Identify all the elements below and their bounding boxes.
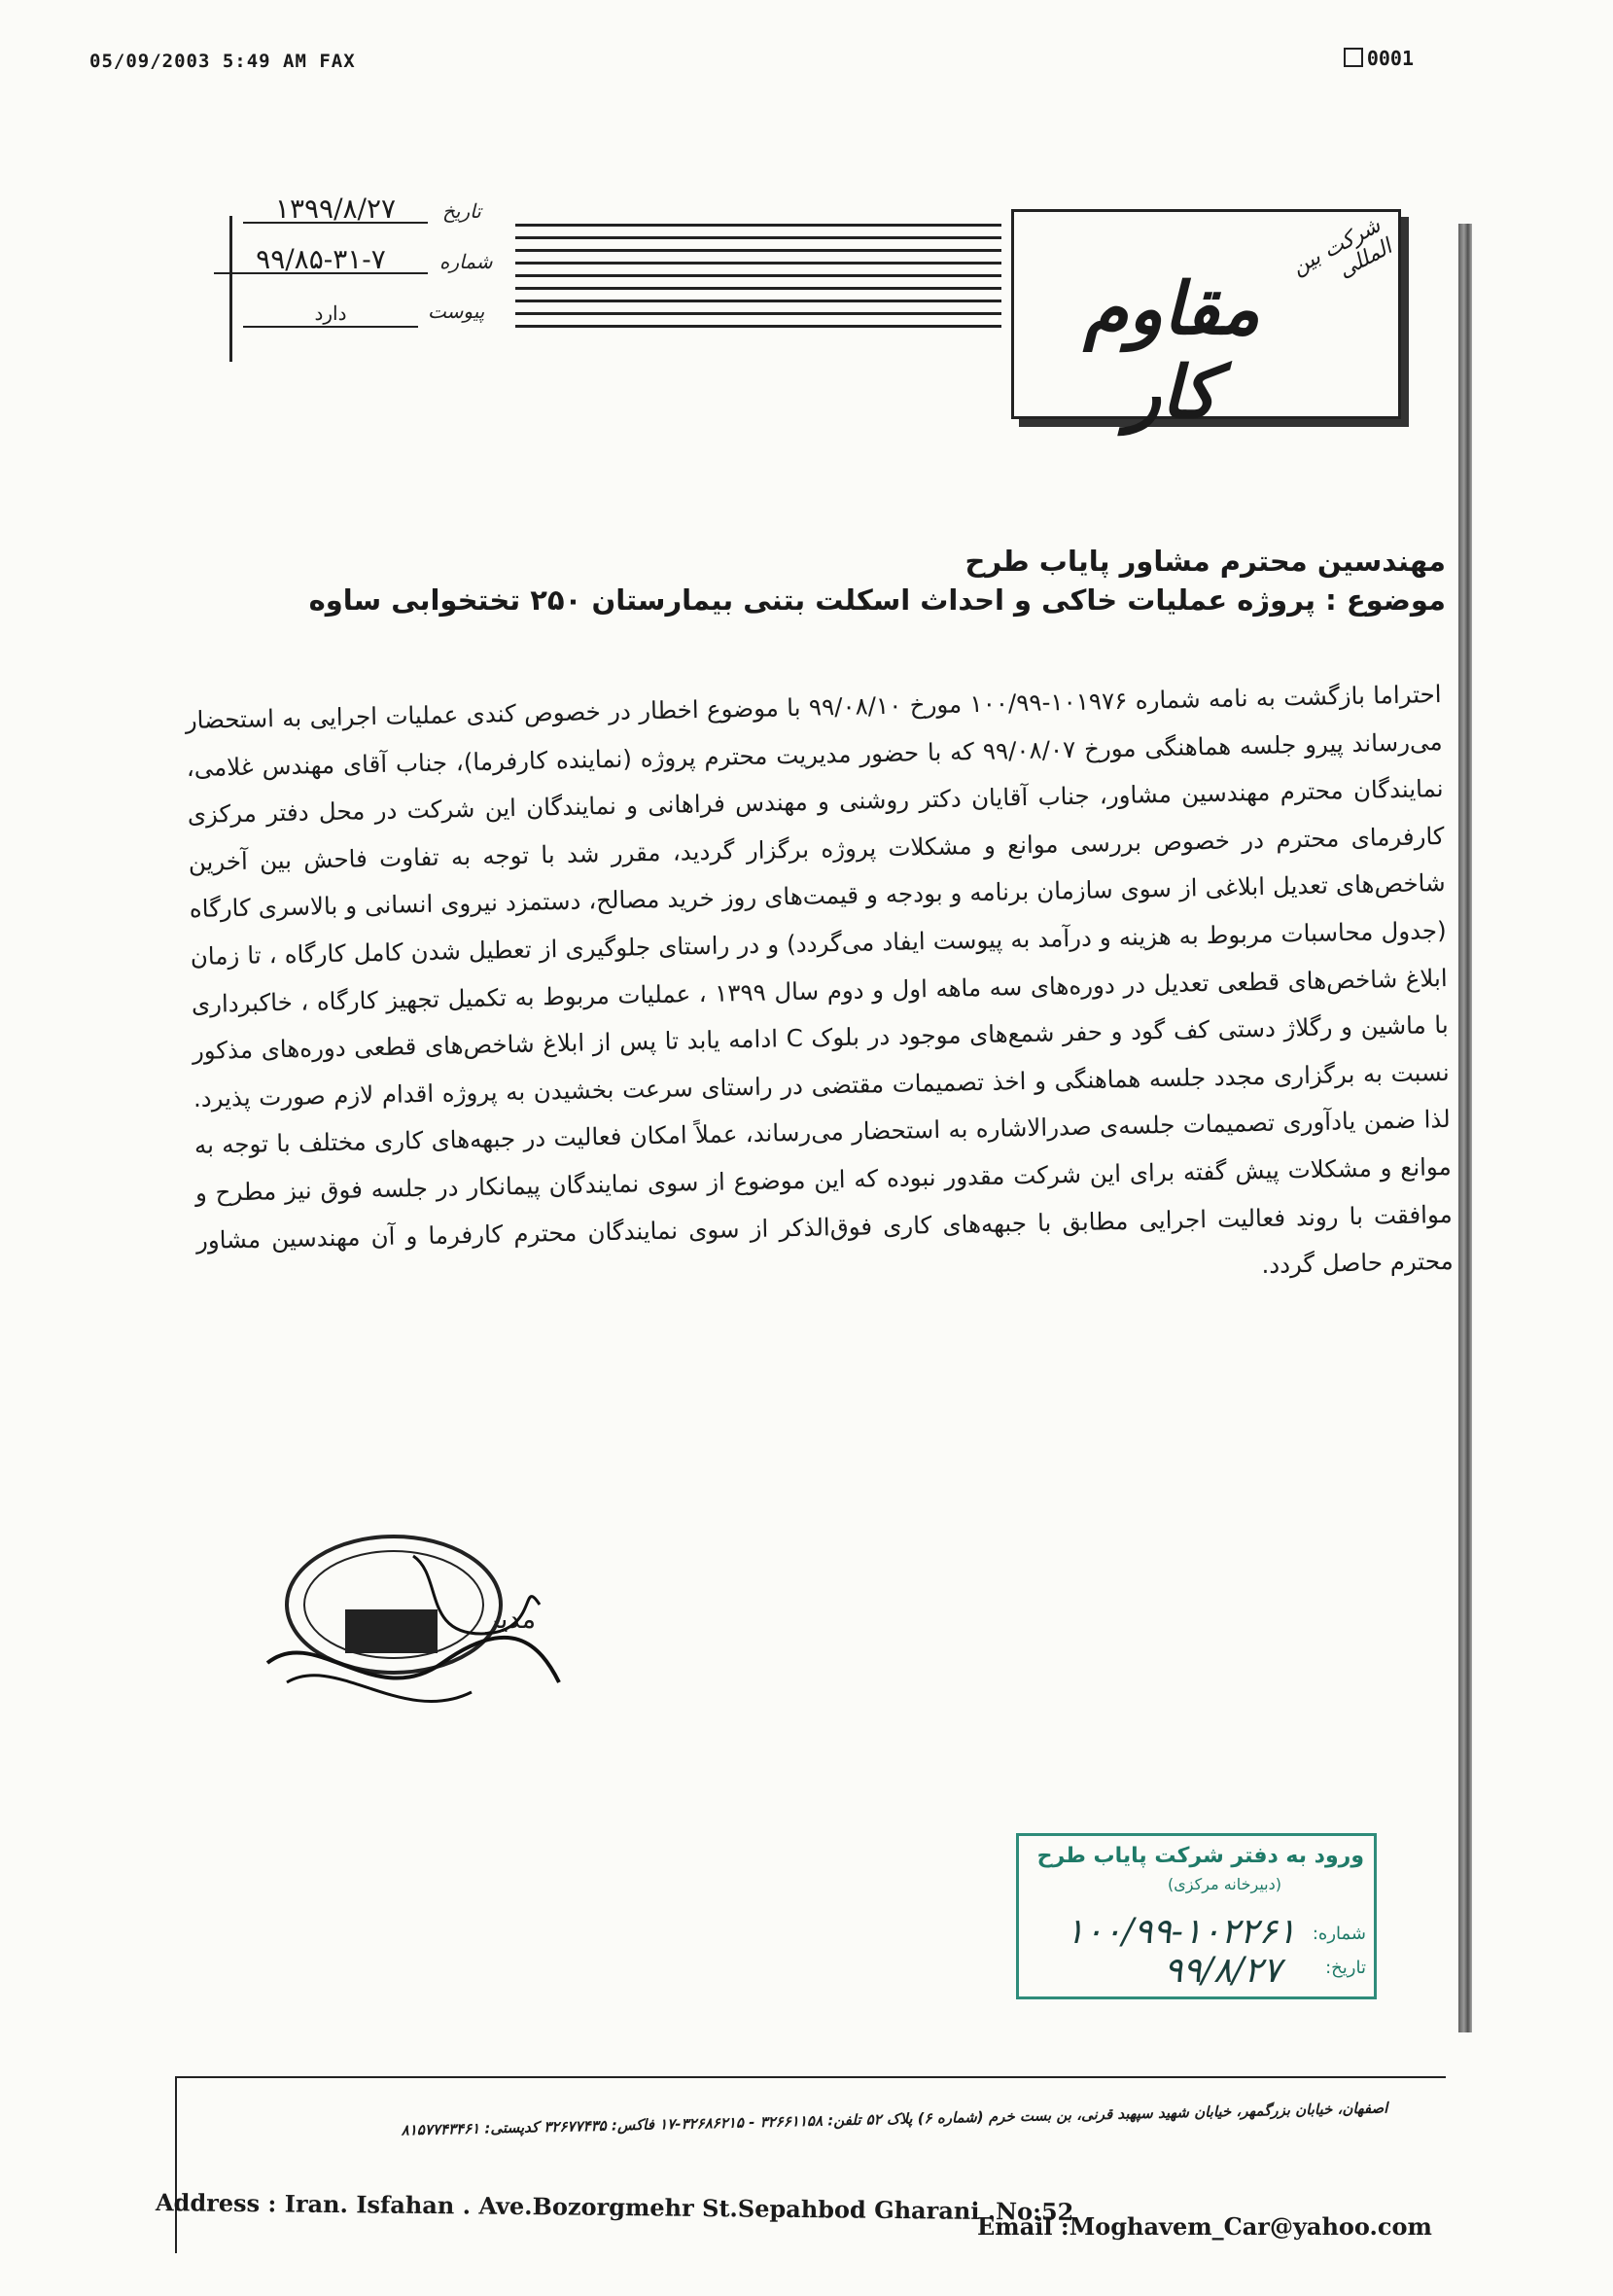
date-value: ۱۳۹۹/۸/۲۷ [243, 193, 428, 224]
footer-address: Address : Iran. Isfahan . Ave.Bozorgmehr St.Sepahbod Gharani .No:52 [155, 2188, 1074, 2226]
attachment-label: پیوست [428, 300, 485, 323]
signature-title: مدیر [486, 1605, 537, 1635]
letterhead-hatch [515, 224, 1001, 337]
stamp-date-value: ۹۹/۸/۲۷ [1164, 1951, 1281, 1991]
scan-edge [1458, 224, 1472, 2032]
checkbox-icon [1344, 48, 1363, 67]
date-label: تاریخ [442, 199, 481, 223]
meta-divider [229, 216, 232, 362]
footer-persian-address: اصفهان، خیابان بزرگمهر، خیابان شهید سپهبد قرنی، بن بست خرم (شماره ۶) پلاک ۵۲ تلفن: ۳۲۶۶۱۱۵۸ - ۳۲۶۸۶۲۱۵-۱۷ فاکس: ۳۲۶۷۷۴۳۵ کدپستی: ۸۱۵۷۷۴۳۴۶۱ [401, 2099, 1388, 2139]
fax-page-number [1344, 47, 1414, 70]
stamp-title: ورود به دفتر شرکت پایاب طرح [1036, 1844, 1364, 1868]
fax-page-value: 0001 [1366, 47, 1414, 70]
footer-email: Email :Moghavem_Car@yahoo.com [977, 2212, 1432, 2241]
addressee: مهندسین محترم مشاور پایاب طرح [964, 545, 1446, 578]
stamp-date-label: تاریخ: [1325, 1958, 1366, 1978]
company-logo: مقاوم کار [1083, 267, 1260, 435]
receipt-stamp [1016, 1833, 1377, 1999]
stamp-subtitle: (دبیرخانه مرکزی) [1168, 1875, 1281, 1893]
stamp-number-label: شماره: [1312, 1924, 1366, 1944]
attachment-value: دارد [243, 297, 418, 328]
number-value: ۹۹/۸۵-۳۱-۷ [214, 243, 428, 274]
number-label: شماره [439, 250, 493, 273]
company-type: شرکت بین المللی [1287, 213, 1396, 284]
stamp-number-value: ۱۰۰/۹۹-۱۰۲۲۶۱ [1066, 1912, 1296, 1952]
subject: موضوع : پروژه عملیات خاکی و احداث اسکلت بتنی بیمارستان ۲۵۰ تختخوابی ساوه [308, 583, 1446, 617]
company-seal-signature [248, 1517, 569, 1731]
fax-header: 05/09/2003 5:49 AM FAX [89, 51, 356, 72]
letter-body: احتراما بازگشت به نامه شماره ۱۰۱۹۷۶-۱۰۰/۹۹ مورخ ۹۹/۰۸/۱۰ با موضوع اخطار در خصوص کندی عملیات اجرایی به استحضار می‌رساند پیرو جلسه هماهنگی مورخ ۹۹/۰۸/۰۷ که با حضور مدیریت محترم پروژه (نماینده کارفرما)، جناب آقای مهندس غلامی، نمایندگان محترم مهندسین مشاور، جناب آقایان دکتر روشنی و مهندس فراهانی و نمایندگان این شرکت در محل دفتر مرکزی کارفرمای محترم در خصوص بررسی موانع و مشکلات پروژه برگزار گردید، مقرر شد با توجه به تفاوت فاحش بین آخرین شاخص‌های تعدیل ابلاغی از سوی سازمان برنامه و بودجه و قیمت‌های روز خرید مصالح، دستمزد نیروی انسانی و بالاسری کارگاه (جدول محاسبات مربوط به هزینه و درآمد به پیوست ایفاد می‌گردد) و در راستای جلوگیری از تعطیل شدن کامل کارگاه ، تا زمان ابلاغ شاخص‌های قطعی تعدیل در دوره‌های سه ماهه اول و دوم سال ۱۳۹۹ ، عملیات مربوط به تکمیل تجهیز کارگاه ، خاکبرداری با ماشین و رگلاژ دستی کف گود و حفر شمع‌های موجود در بلوک C ادامه یابد تا پس از ابلاغ شاخص‌های قطعی دوره‌های مذکور نسبت به برگزاری مجدد جلسه هماهنگی و اخذ تصمیمات مقتضی در راستای سرعت بخشیدن به پروژه اقدام لازم صورت پذیرد. لذا ضمن یادآوری تصمیمات جلسه‌ی صدرالاشاره به استحضار می‌رساند، عملاً امکان فعالیت در جبهه‌های کاری مختلف با توجه به موانع و مشکلات پیش گفته برای این شرکت مقدور نبوده که این موضوع از سوی نمایندگان پیمانکار در جلسه فوق نیز مطرح و موافقت با روند فعالیت اجرایی مطابق با جبهه‌های کاری فوق‌الذکر از سوی نمایندگان محترم کارفرما و آن مهندسین مشاور محترم حاصل گردد. [185, 679, 1455, 1280]
